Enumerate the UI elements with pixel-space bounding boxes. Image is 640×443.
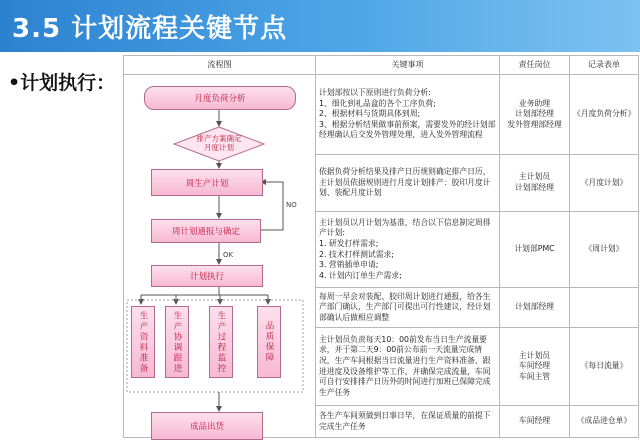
node-weekly-plan: 周生产计划 [151,169,263,196]
form-cell: 《周计划》 [570,212,639,288]
form-cell [570,288,639,328]
role-cell: 主计划员 计划部经理 [500,155,570,212]
section-bullet: •计划执行： [8,72,116,94]
role-cell: 车间经理 [500,406,570,438]
node-material-prep: 生产资料准备 [131,306,155,378]
flowchart-connectors [123,55,315,443]
node-quality: 品质保障 [257,306,281,378]
node-decision-label: 排产方案确定 月度计划 [196,134,242,152]
header-flowchart: 流程图 [124,56,316,75]
header-key-matters: 关键事项 [316,56,500,75]
form-cell: 《月度负荷分析》 [570,75,639,155]
header-record-form: 记录表单 [570,56,639,75]
matter-cell: 依据负荷分析结果及排产日历规则确定排产日历，主计划员依据规则进行月度计划排产：胶印月度计划、装配月度计划 [316,155,500,212]
header-responsible: 责任岗位 [500,56,570,75]
ok-label: OK [223,251,234,259]
role-cell: 计划部PMC [500,212,570,288]
matter-cell: 各生产车间须做到日事日毕，在保证质量的前提下完成生产任务 [316,406,500,438]
matter-cell: 每周一早会对装配、胶印周计划进行通报，给各生产部门确认，生产部门可提出可行性建议，经计划部确认后做相应调整 [316,288,500,328]
role-cell: 业务助理 计划部经理 发外管理部经理 [500,75,570,155]
matter-cell: 计划部按以下原则进行负荷分析: 1、细化到礼品盒的各个工序负荷; 2、根据材料与货期具体到周; 3、根据分析结果做事前预案，需要发外的经计划部经理确认后交发外管理处理，进入发外管理流程 [316,75,500,155]
role-cell: 主计划员 车间经理 车间主管 [500,328,570,406]
node-monthly-load: 月度负荷分析 [144,86,296,110]
page-title: 3.5 计划流程关键节点 [12,14,288,44]
role-cell: 计划部经理 [500,288,570,328]
form-cell: 《月度计划》 [570,155,639,212]
process-sheet [123,55,638,443]
node-process-monitor: 生产过程监控 [209,306,233,378]
node-plan-execution: 计划执行 [151,265,263,287]
matter-cell: 主计划员以月计划为基准，结合以下信息制定周排产计划: 1. 研发打样需求; 2. 技术打样测试需求; 3. 营销插单申请; 4. 计划内订单生产需求; [316,212,500,288]
title-banner [0,0,640,52]
form-cell: 《每日流量》 [570,328,639,406]
form-cell: 《成品进仓单》 [570,406,639,438]
node-coordination: 生产协调跟进 [165,306,189,378]
no-label: NO [286,201,297,209]
node-weekly-confirm: 周计划通报与确定 [151,219,261,243]
matter-cell: 主计划员负责每天10：00前发布当日生产流量要求，并于第二天9：00前公布前一天流量完成情况，生产车间根据当日流量进行生产资料准备、跟进进度及设备维护等工作，并确保完成流量，车间可自行安排排产日历外的时间进行加班已保障完成生产任务 [316,328,500,406]
node-ship: 成品出货 [151,412,263,440]
